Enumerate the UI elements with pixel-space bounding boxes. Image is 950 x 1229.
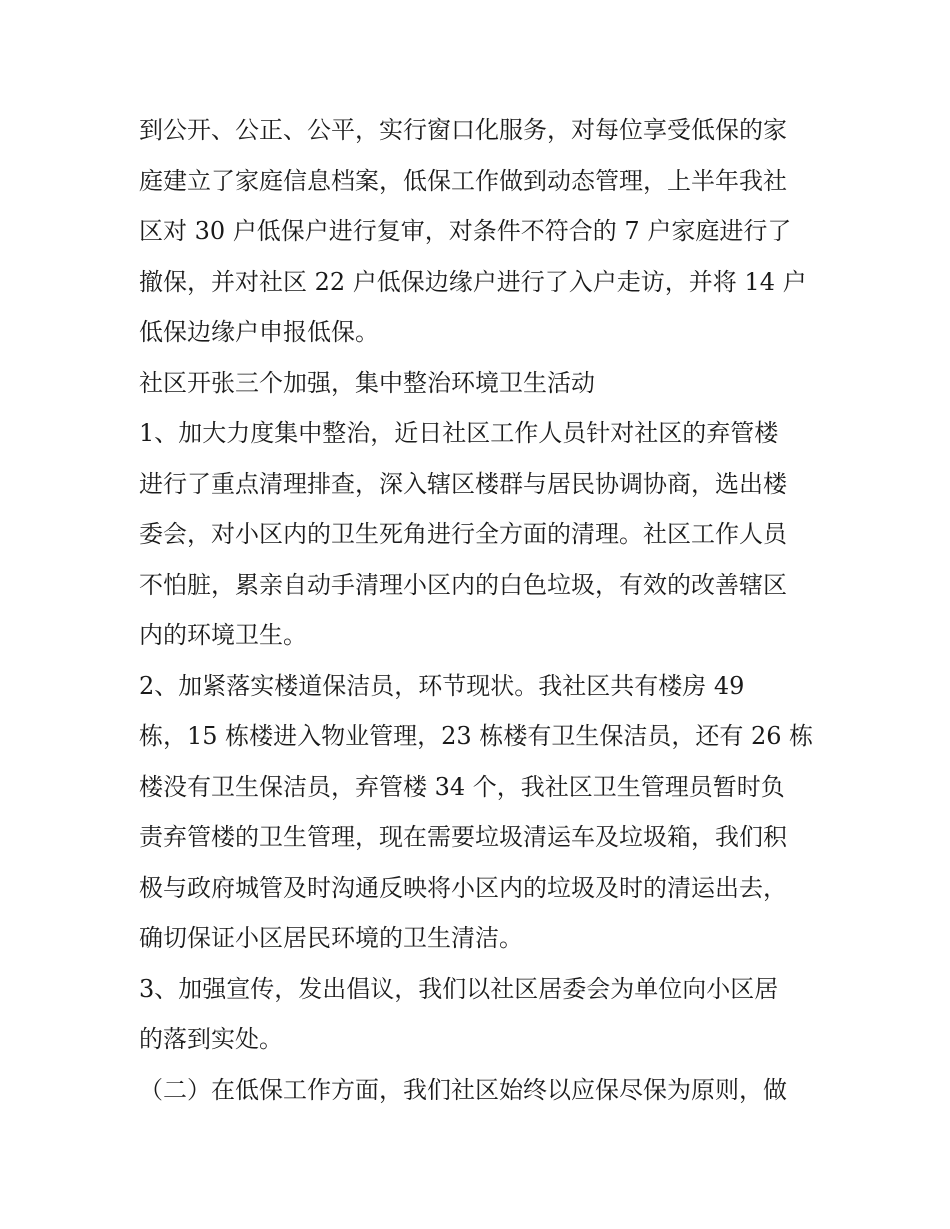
- text-line: 撤保，并对社区 22 户低保边缘户进行了入户走访，并将 14 户: [139, 267, 807, 296]
- text-line: 责弃管楼的卫生管理，现在需要垃圾清运车及垃圾箱，我们积: [139, 823, 787, 851]
- document-body: [139, 105, 829, 1115]
- text-line: 庭建立了家庭信息档案，低保工作做到动态管理，上半年我社: [139, 166, 787, 195]
- text-line: 的落到实处。: [139, 1025, 283, 1053]
- text-line: 区对 30 户低保户进行复审，对条件不符合的 7 户家庭进行了: [139, 217, 792, 245]
- text-line: 确切保证小区居民环境的卫生清洁。: [139, 924, 523, 952]
- text-line: 栋，15 栋楼进入物业管理，23 栋楼有卫生保洁员，还有 26 栋: [139, 722, 814, 750]
- text-line: 楼没有卫生保洁员，弃管楼 34 个，我社区卫生管理员暂时负: [139, 772, 785, 801]
- text-line: 极与政府城管及时沟通反映将小区内的垃圾及时的清运出去，: [139, 873, 787, 902]
- text-line: 到公开、公正、公平，实行窗口化服务，对每位享受低保的家: [139, 116, 787, 144]
- section-heading: 社区开张三个加强，集中整治环境卫生活动: [139, 368, 595, 397]
- text-line: 1、加大力度集中整治，近日社区工作人员针对社区的弃管楼: [139, 419, 779, 447]
- text-line: （二）在低保工作方面，我们社区始终以应保尽保为原则，做: [139, 1075, 787, 1104]
- text-line: 委会，对小区内的卫生死角进行全方面的清理。社区工作人员: [139, 520, 787, 548]
- text-line: 3、加强宣传，发出倡议，我们以社区居委会为单位向小区居: [139, 974, 779, 1003]
- text-line: 不怕脏，累亲自动手清理小区内的白色垃圾，有效的改善辖区: [139, 570, 787, 599]
- text-line: 低保边缘户申报低保。: [139, 318, 379, 346]
- text-line: 进行了重点清理排查，深入辖区楼群与居民协调协商，选出楼: [139, 469, 787, 498]
- text-line: 内的环境卫生。: [139, 621, 307, 649]
- text-line: 2、加紧落实楼道保洁员，环节现状。我社区共有楼房 49: [139, 671, 745, 700]
